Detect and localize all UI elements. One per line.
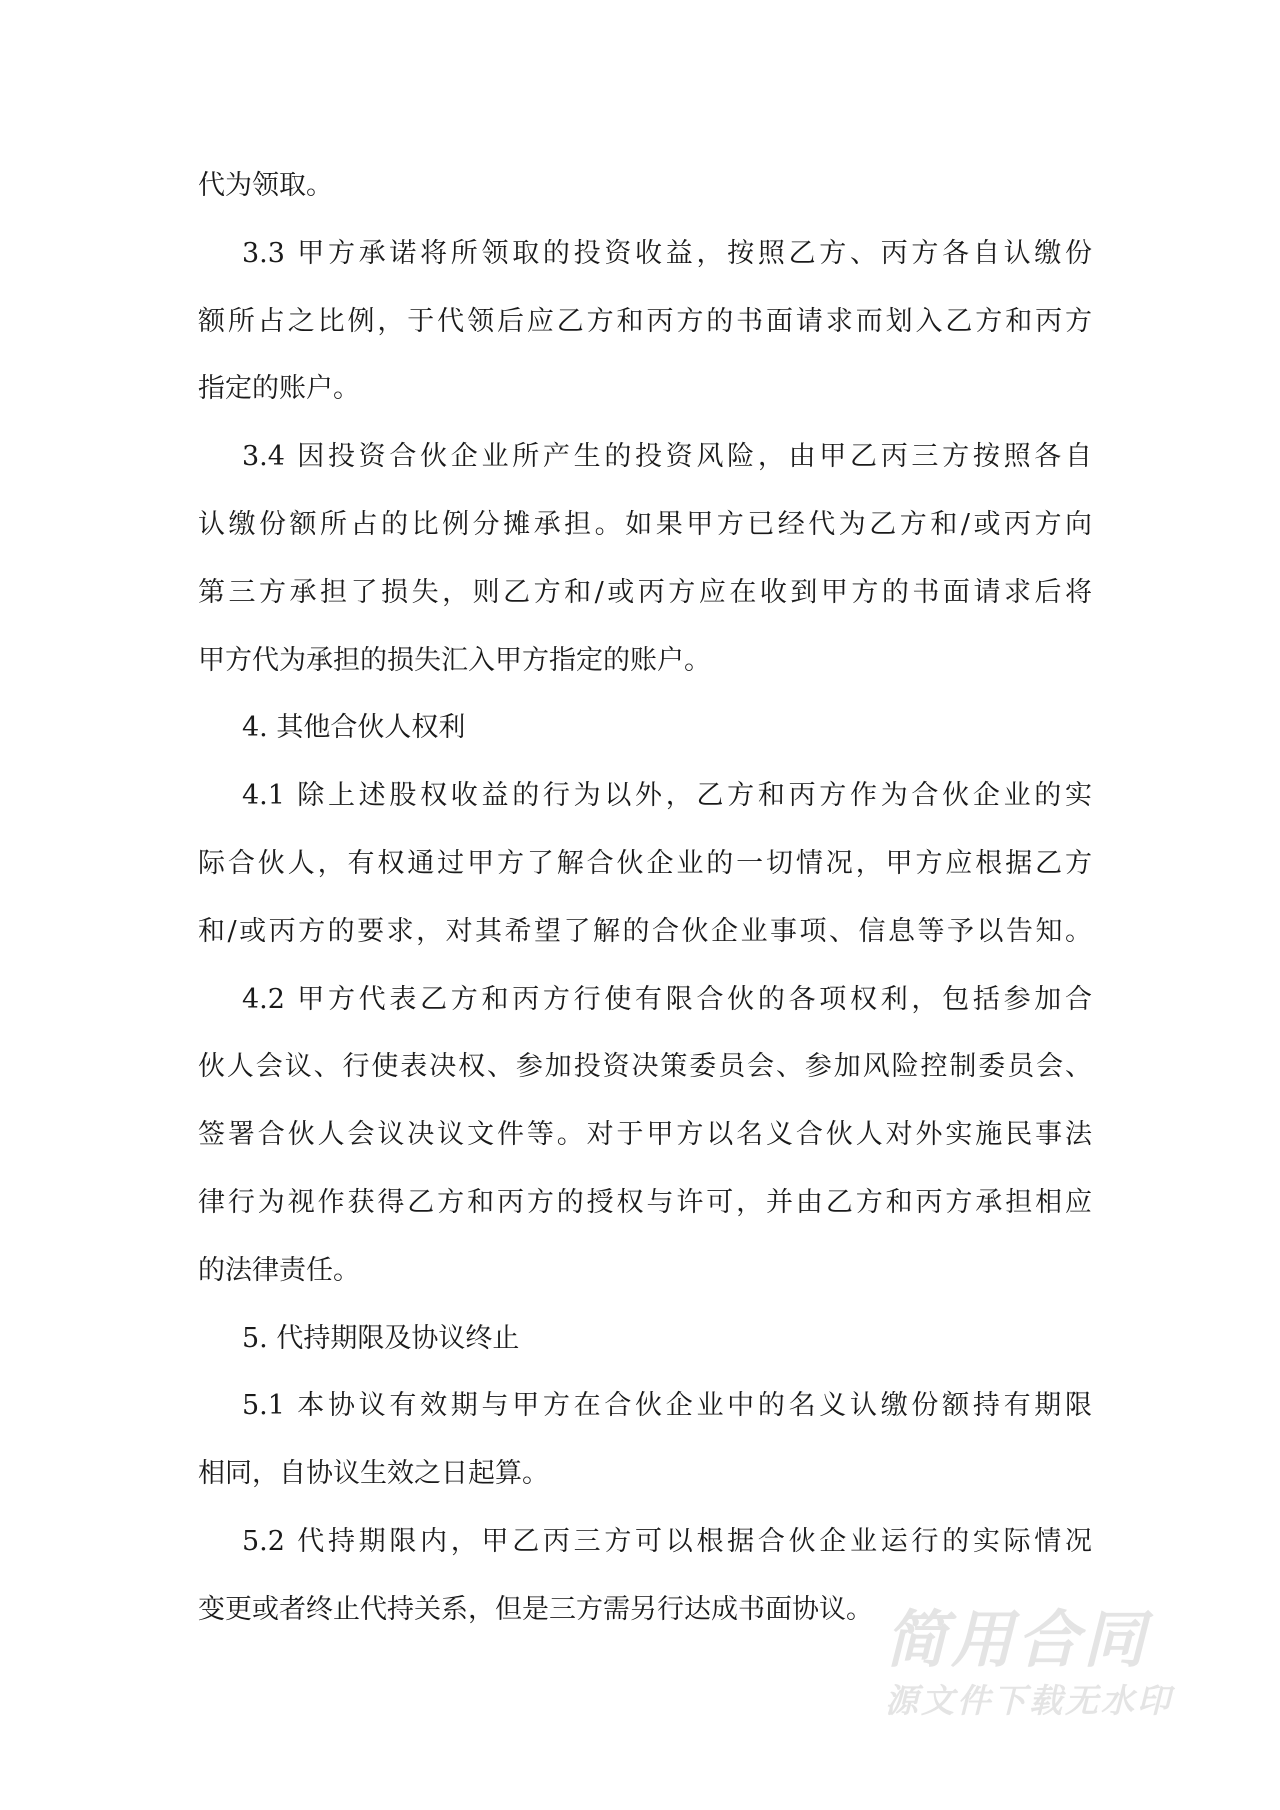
text-line: 签署合伙人会议决议文件等。对于甲方以名义合伙人对外实施民事法 bbox=[198, 1119, 1092, 1151]
text-line: 4.1 除上述股权收益的行为以外，乙方和丙方作为合伙企业的实 bbox=[242, 780, 1092, 812]
text-line: 额所占之比例，于代领后应乙方和丙方的书面请求而划入乙方和丙方 bbox=[198, 305, 1092, 337]
watermark-subtitle: 源文件下载无水印 bbox=[885, 1681, 1173, 1720]
text-line: 3.4 因投资合伙企业所产生的投资风险，由甲乙丙三方按照各自 bbox=[242, 441, 1092, 473]
text-line: 变更或者终止代持关系，但是三方需另行达成书面协议。 bbox=[198, 1593, 873, 1625]
watermark-title: 简用合同 bbox=[885, 1603, 1150, 1676]
text-line: 第三方承担了损失，则乙方和/或丙方应在收到甲方的书面请求后将 bbox=[198, 576, 1092, 608]
text-line: 4.2 甲方代表乙方和丙方行使有限合伙的各项权利，包括参加合 bbox=[242, 983, 1092, 1015]
text-line: 律行为视作获得乙方和丙方的授权与许可，并由乙方和丙方承担相应 bbox=[198, 1187, 1092, 1218]
text-line: 3.3 甲方承诺将所领取的投资收益，按照乙方、丙方各自认缴份 bbox=[242, 237, 1092, 269]
text-line: 的法律责任。 bbox=[198, 1254, 360, 1286]
text-line: 认缴份额所占的比例分摊承担。如果甲方已经代为乙方和/或丙方向 bbox=[198, 509, 1092, 540]
text-line: 指定的账户。 bbox=[198, 373, 360, 405]
text-line: 伙人会议、行使表决权、参加投资决策委员会、参加风险控制委员会、 bbox=[198, 1051, 1092, 1083]
text-line: 和/或丙方的要求，对其希望了解的合伙企业事项、信息等予以告知。 bbox=[198, 915, 1092, 947]
text-line: 甲方代为承担的损失汇入甲方指定的账户。 bbox=[198, 644, 711, 676]
text-line: 5. 代持期限及协议终止 bbox=[242, 1322, 520, 1354]
text-line: 际合伙人，有权通过甲方了解合伙企业的一切情况，甲方应根据乙方 bbox=[198, 848, 1092, 879]
text-line: 4. 其他合伙人权利 bbox=[242, 712, 466, 744]
text-line: 代为领取。 bbox=[198, 170, 333, 201]
text-line: 5.2 代持期限内，甲乙丙三方可以根据合伙企业运行的实际情况 bbox=[242, 1526, 1092, 1557]
text-line: 相同，自协议生效之日起算。 bbox=[198, 1458, 549, 1490]
text-line: 5.1 本协议有效期与甲方在合伙企业中的名义认缴份额持有期限 bbox=[242, 1390, 1092, 1422]
